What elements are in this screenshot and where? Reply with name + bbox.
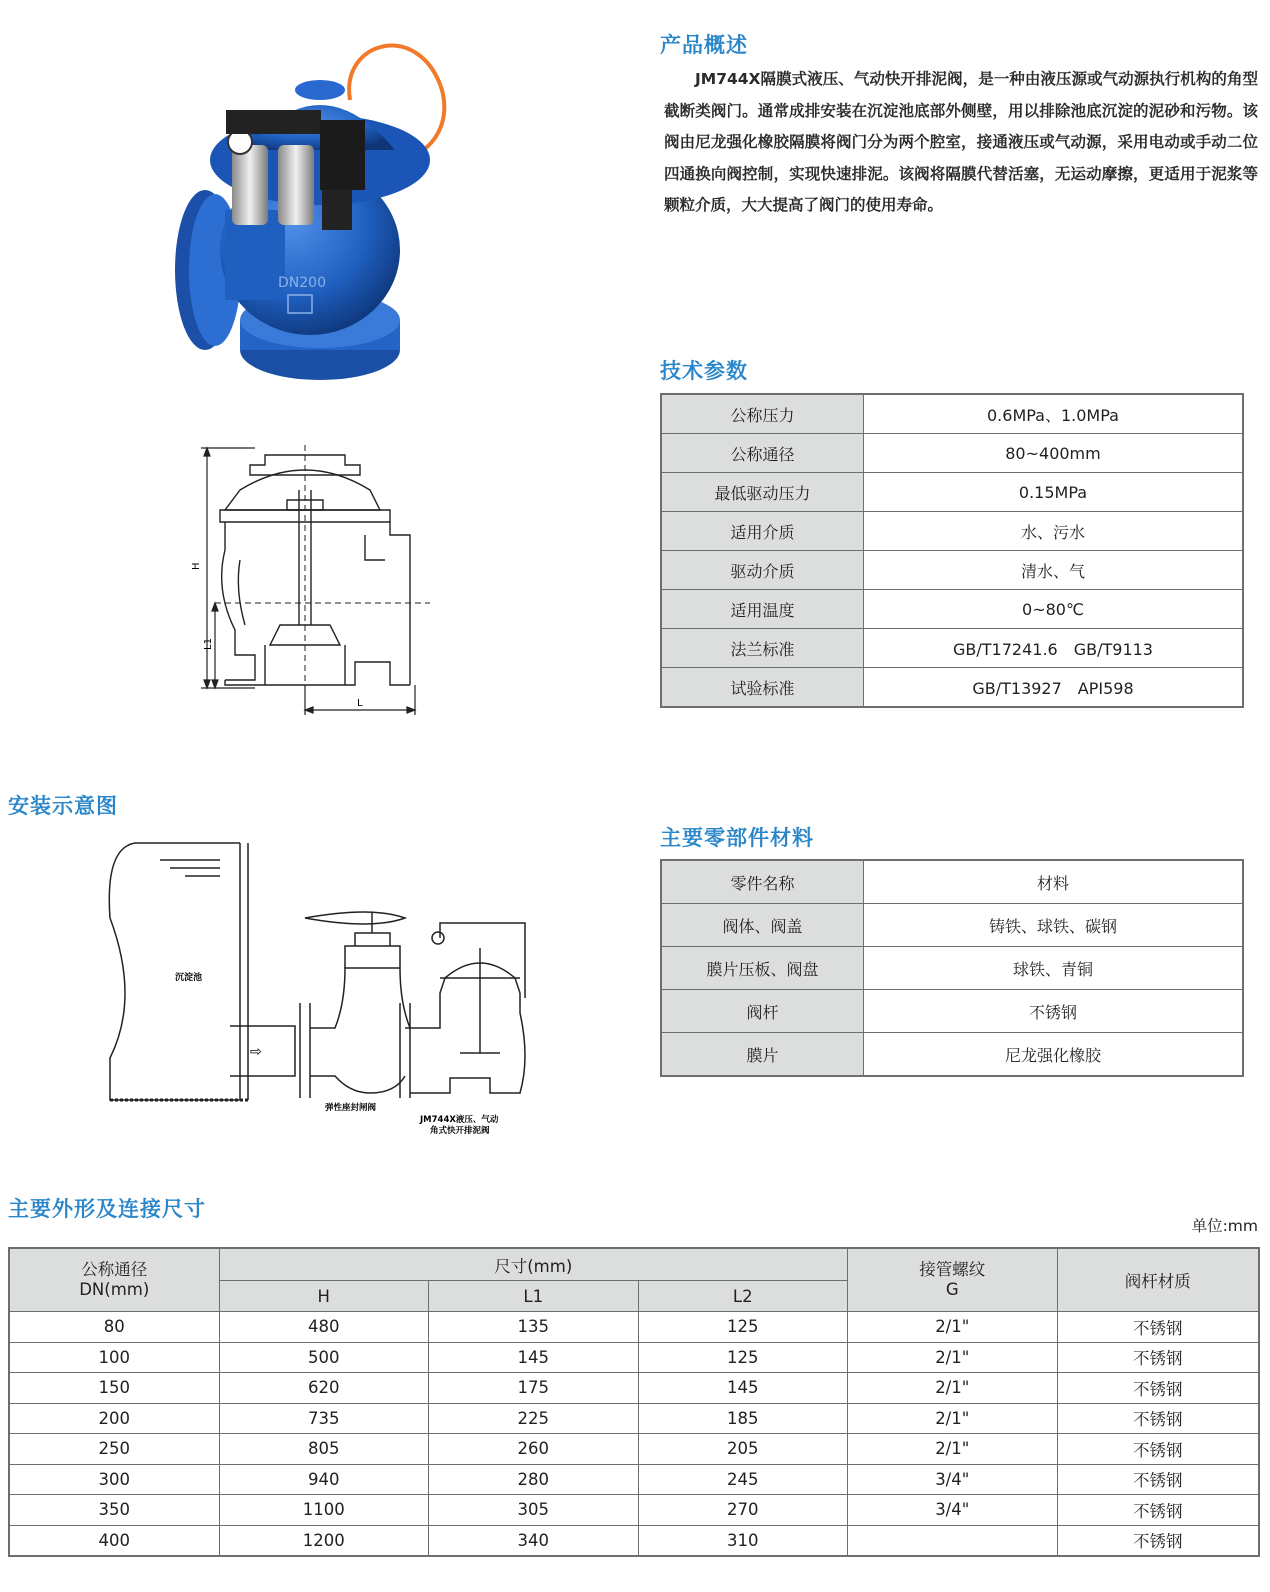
flow-arrow-icon: ⇨ [250,1044,262,1060]
tech-param-value: 80~400mm [864,434,1244,473]
table-row [9,1342,1259,1373]
tech-row [661,629,1243,668]
materials-table [660,859,1244,1077]
dim-thread: 2/1" [848,1403,1058,1434]
dim-l1: 260 [429,1434,639,1465]
dim-dn: 150 [9,1373,219,1404]
material-value: 尼龙强化橡胶 [864,1033,1244,1077]
dim-l1: 135 [429,1312,639,1343]
dim-l2: 125 [638,1342,848,1373]
overview-text: JM744X隔膜式液压、气动快开排泥阀，是一种由液压源或气动源执行机构的角型截断类阀门。通常成排安装在沉淀池底部外侧壁，用以排除池底沉淀的泥砂和污物。该阀由尼龙强化橡胶隔膜将阀门分为两个腔室，接通液压或气动源，采用电动或手动二位四通换向阀控制，实现快速排泥。该阀将隔膜代替活塞，无运动摩擦，更适用于泥浆等颗粒介质，大大提高了阀门的使用寿命。 [664,70,1258,214]
dim-label-l: L [357,698,363,709]
tech-param-value: GB/T17241.6 GB/T9113 [864,629,1244,668]
dim-thread: 2/1" [848,1373,1058,1404]
dim-stem: 不锈钢 [1057,1464,1259,1495]
header-l2: L2 [638,1281,848,1312]
header-l1: L1 [429,1281,639,1312]
dim-thread: 2/1" [848,1312,1058,1343]
table-row [9,1495,1259,1526]
dim-stem: 不锈钢 [1057,1373,1259,1404]
dim-h: 1200 [219,1525,429,1556]
tech-param-value: 0.6MPa、1.0MPa [864,394,1244,434]
tech-param-name: 试验标准 [661,668,864,708]
dim-h: 940 [219,1464,429,1495]
material-value: 球铁、青铜 [864,947,1244,990]
dim-l2: 310 [638,1525,848,1556]
table-row [9,1312,1259,1343]
dim-dn: 200 [9,1403,219,1434]
dim-thread: 3/4" [848,1495,1058,1526]
dimensions-title: 主要外形及连接尺寸 [8,1197,206,1221]
header-thread [848,1248,1058,1312]
materials-title: 主要零部件材料 [660,826,814,850]
tech-row [661,434,1243,473]
material-part-name: 阀杆 [661,990,864,1033]
dim-thread: 2/1" [848,1434,1058,1465]
dim-l1: 340 [429,1525,639,1556]
dim-stem: 不锈钢 [1057,1312,1259,1343]
material-part-name: 阀体、阀盖 [661,904,864,947]
table-row [9,1403,1259,1434]
dim-stem: 不锈钢 [1057,1342,1259,1373]
tech-row [661,473,1243,512]
header-dn-line2: DN(mm) [79,1280,150,1299]
materials-header-material: 材料 [864,860,1244,904]
material-value: 不锈钢 [864,990,1244,1033]
dim-dn: 250 [9,1434,219,1465]
tech-param-name: 适用温度 [661,590,864,629]
table-row [9,1434,1259,1465]
header-thread-line2: G [945,1280,959,1299]
table-row [9,1464,1259,1495]
material-value: 铸铁、球铁、碳钢 [864,904,1244,947]
tech-row [661,394,1243,434]
install-diagram [100,838,540,1138]
dim-label-l1: L1 [203,638,214,650]
tech-param-value: 0~80℃ [864,590,1244,629]
dim-h: 480 [219,1312,429,1343]
tech-row [661,551,1243,590]
material-part-name: 膜片压板、阀盘 [661,947,864,990]
tech-param-value: 0.15MPa [864,473,1244,512]
materials-row [661,990,1243,1033]
tech-param-name: 公称压力 [661,394,864,434]
unit-label: 单位:mm [1191,1217,1258,1235]
dim-stem: 不锈钢 [1057,1525,1259,1556]
tech-table [660,393,1244,708]
dim-stem: 不锈钢 [1057,1434,1259,1465]
tech-param-name: 最低驱动压力 [661,473,864,512]
dim-l1: 280 [429,1464,639,1495]
dim-h: 500 [219,1342,429,1373]
tech-param-name: 法兰标准 [661,629,864,668]
dim-l2: 270 [638,1495,848,1526]
header-size: 尺寸(mm) [219,1248,848,1281]
size-mark: DN200 [278,275,326,291]
dim-l2: 125 [638,1312,848,1343]
dim-dn: 300 [9,1464,219,1495]
dim-dn: 100 [9,1342,219,1373]
dimensions-table [8,1247,1260,1557]
overview-title: 产品概述 [660,33,748,57]
tech-param-name: 公称通径 [661,434,864,473]
dim-h: 805 [219,1434,429,1465]
header-dn-line1: 公称通径 [81,1260,148,1279]
materials-row [661,1033,1243,1077]
dim-l1: 305 [429,1495,639,1526]
materials-row [661,947,1243,990]
tech-param-name: 驱动介质 [661,551,864,590]
material-part-name: 膜片 [661,1033,864,1077]
dim-dn: 400 [9,1525,219,1556]
dim-h: 1100 [219,1495,429,1526]
dim-thread: 3/4" [848,1464,1058,1495]
valve-product-photo [170,30,460,400]
header-dn [9,1248,219,1312]
tech-row [661,512,1243,551]
header-stem: 阀杆材质 [1057,1248,1259,1312]
tech-row [661,668,1243,708]
tech-param-value: 水、污水 [864,512,1244,551]
dim-thread [848,1525,1058,1556]
header-h: H [219,1281,429,1312]
tech-row [661,590,1243,629]
table-row [9,1373,1259,1404]
dim-stem: 不锈钢 [1057,1495,1259,1526]
angle-valve-label-1: JM744X液压、气动 [420,1115,499,1125]
dim-l2: 245 [638,1464,848,1495]
dim-dn: 350 [9,1495,219,1526]
dim-h: 735 [219,1403,429,1434]
dim-h: 620 [219,1373,429,1404]
install-title: 安装示意图 [8,794,118,818]
dim-l1: 175 [429,1373,639,1404]
gate-valve-label: 弹性座封闸阀 [325,1103,377,1113]
dim-l2: 145 [638,1373,848,1404]
tank-label: 沉淀池 [175,973,203,983]
materials-header-row [661,860,1243,904]
materials-header-part: 零件名称 [661,860,864,904]
table-row [9,1525,1259,1556]
dim-stem: 不锈钢 [1057,1403,1259,1434]
dim-thread: 2/1" [848,1342,1058,1373]
materials-row [661,904,1243,947]
header-thread-line1: 接管螺纹 [919,1260,986,1279]
dim-label-h: H [191,562,202,570]
dim-l2: 205 [638,1434,848,1465]
tech-title: 技术参数 [660,359,748,383]
angle-valve-label-2: 角式快开排泥阀 [430,1126,490,1136]
tech-param-value: 清水、气 [864,551,1244,590]
dim-l1: 145 [429,1342,639,1373]
dim-l2: 185 [638,1403,848,1434]
tech-param-name: 适用介质 [661,512,864,551]
dim-l1: 225 [429,1403,639,1434]
tech-param-value: GB/T13927 API598 [864,668,1244,708]
valve-dimension-drawing [191,440,440,720]
dim-dn: 80 [9,1312,219,1343]
